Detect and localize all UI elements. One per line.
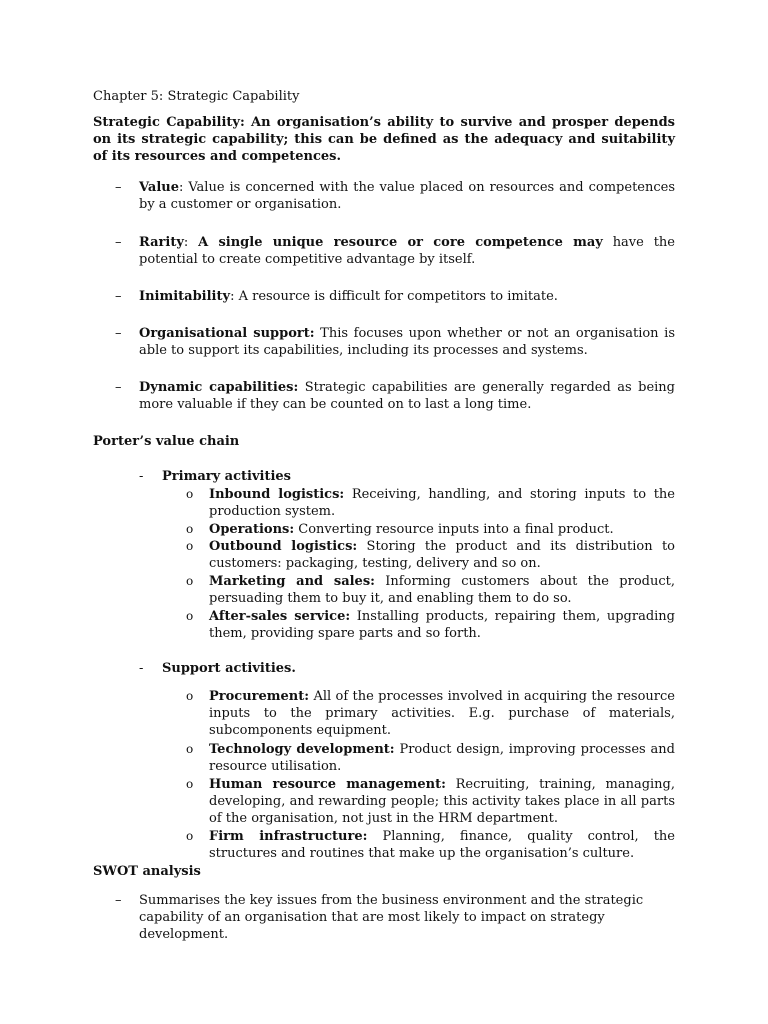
item-term: Human resource management: — [209, 777, 446, 792]
circle-bullet: o — [186, 522, 194, 536]
item-term: Procurement: — [209, 689, 310, 704]
capability-desc: Value is concerned with the value placed on resources and competences by a customer or organisation. — [139, 180, 675, 212]
capability-term: Rarity — [139, 235, 184, 250]
sub-bullet: - — [139, 661, 144, 676]
bullet-dash: – — [115, 235, 122, 250]
capability-bold-phrase: A single unique resource or core competence may — [198, 235, 603, 250]
item-term: Marketing and sales: — [209, 574, 375, 589]
sub-bullet: - — [139, 469, 144, 484]
primary-item-operations — [209, 521, 675, 538]
item-desc: Receiving, handling, and storing inputs to the production system. — [209, 487, 675, 519]
bullet-dash: – — [115, 893, 122, 908]
capability-desc: This focuses upon whether or not an organisation is able to support its capabilities, including its processes and systems. — [139, 326, 675, 358]
capability-term: Inimitability — [139, 289, 231, 304]
capability-desc: Strategic capabilities are generally regarded as being more valuable if they can be counted on to last a long time. — [139, 380, 675, 412]
primary-item-inbound — [209, 486, 675, 520]
item-desc: Storing the product and its distribution to customers: packaging, testing, delivery and so on. — [209, 539, 675, 571]
item-term: Technology development: — [209, 742, 395, 757]
circle-bullet: o — [186, 487, 194, 501]
item-desc: Planning, finance, quality control, the structures and routines that make up the organisation’s culture. — [209, 829, 676, 861]
support-item-technology — [209, 741, 675, 775]
item-term: Outbound logistics: — [209, 539, 358, 554]
item-desc: Converting resource inputs into a final product. — [294, 522, 614, 537]
item-desc: All of the processes involved in acquiring the resource inputs to the primary activities. E.g. purchase of materials, subcomponents equipment. — [209, 689, 675, 738]
intro-paragraph: Strategic Capability: An organisation’s ability to survive and prosper depends on its strategic capability; this can be defined as the adequacy and suitability of its resources and competences. — [93, 115, 675, 164]
capability-organisational-support — [139, 325, 675, 359]
capability-term: Value — [139, 180, 179, 195]
support-item-procurement — [209, 688, 675, 739]
bullet-dash: – — [115, 326, 122, 341]
primary-activities-label: Primary activities — [162, 469, 291, 484]
bullet-dash: – — [115, 380, 122, 395]
bullet-dash: – — [115, 289, 122, 304]
primary-item-marketing — [209, 573, 675, 607]
capability-inimitability: Inimitability: A resource is difficult for competitors to imitate. — [139, 289, 558, 304]
circle-bullet: o — [186, 609, 194, 623]
chapter-title: Chapter 5: Strategic Capability — [93, 89, 300, 104]
circle-bullet: o — [186, 777, 194, 791]
swot-text: Summarises the key issues from the business environment and the strategic capability of an organisation that are most likely to impact on strategy development. — [139, 893, 644, 942]
item-desc: Recruiting, training, managing, developing, and rewarding people; this activity takes place in all parts of the organisation, not just in the HRM department. — [209, 777, 676, 826]
capability-value: Value: Value is concerned with the value placed on resources and competences by a customer or organisation. — [139, 180, 675, 212]
primary-item-outbound — [209, 538, 675, 572]
capability-term: Dynamic capabilities: — [139, 380, 299, 395]
circle-bullet: o — [186, 829, 194, 843]
item-desc: Installing products, repairing them, upgrading them, providing spare parts and so forth. — [209, 609, 675, 641]
support-item-hrm — [209, 776, 675, 827]
circle-bullet: o — [186, 539, 194, 553]
item-term: After-sales service: — [209, 609, 351, 624]
value-chain-heading: Porter’s value chain — [93, 434, 240, 449]
capability-rarity: Rarity: A single unique resource or core competence may have the potential to create competitive advantage by itself. — [139, 235, 675, 267]
circle-bullet: o — [186, 574, 194, 588]
swot-heading: SWOT analysis — [93, 864, 201, 879]
capability-term: Organisational support: — [139, 326, 315, 341]
capability-desc: A resource is difficult for competitors to imitate. — [238, 289, 558, 304]
support-item-infrastructure — [209, 828, 675, 862]
primary-item-after-sales — [209, 608, 675, 642]
support-activities-label: Support activities. — [162, 661, 296, 676]
capability-dynamic — [139, 379, 675, 413]
circle-bullet: o — [186, 689, 194, 703]
item-term: Inbound logistics: — [209, 487, 345, 502]
item-desc: Product design, improving processes and resource utilisation. — [209, 742, 676, 774]
item-term: Firm infrastructure: — [209, 829, 368, 844]
bullet-dash: – — [115, 180, 122, 195]
item-term: Operations: — [209, 522, 295, 537]
capability-desc: have the potential to create competitive advantage by itself. — [139, 235, 675, 267]
circle-bullet: o — [186, 742, 194, 756]
item-desc: Informing customers about the product, persuading them to buy it, and enabling them to do so. — [209, 574, 675, 606]
